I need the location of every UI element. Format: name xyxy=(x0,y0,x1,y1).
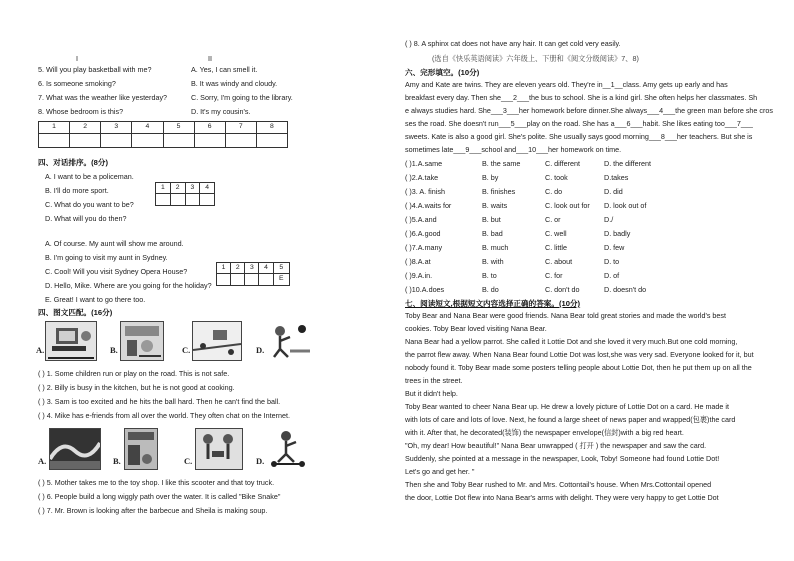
road-illustration xyxy=(193,322,241,360)
dialog2-line-a: A. Of course. My aunt will show me around. xyxy=(45,239,184,248)
dialog2-line-c: C. Cool! Will you visit Sydney Opera House? xyxy=(45,267,188,276)
reading-line-2: cookies. Toby Bear loved visiting Nana Bear. xyxy=(405,324,547,333)
option-d: D. to xyxy=(604,257,620,266)
pic-item-6: ( ) 6. People build a long wiggly path over the water. It is called "Bike Snake" xyxy=(38,492,281,501)
grid-cell: 2 xyxy=(70,122,101,134)
option-a: ( )8.A.at xyxy=(405,257,431,266)
option-d: D. of xyxy=(604,271,620,280)
option-d: D. did xyxy=(604,187,623,196)
option-a: ( )4.A.waits for xyxy=(405,201,452,210)
section-4-title: 四、对话排序。(8分) xyxy=(38,158,109,167)
pic-item-7: ( ) 7. Mr. Brown is looking after the barbecue and Sheila is making soup. xyxy=(38,506,268,515)
answer-cell[interactable] xyxy=(170,194,185,206)
reading-line-11: "Oh, my dear! How beautiful!" Nana Bear unwrapped ( 打开 ) the newspaper and saw the card. xyxy=(405,441,707,450)
section-6-title: 六、完形填空。(10分) xyxy=(405,68,480,77)
answer-cell[interactable] xyxy=(225,134,256,148)
match-answer-b: B. It was windy and cloudy. xyxy=(191,79,278,88)
grid-cell: 7 xyxy=(225,122,256,134)
option-b: B. with xyxy=(482,257,504,266)
answer-cell[interactable] xyxy=(156,194,171,206)
dialog2-line-b: B. I'm going to visit my aunt in Sydney. xyxy=(45,253,168,262)
answer-cell[interactable] xyxy=(200,194,215,206)
dialog2-line-d: D. Hello, Mike. Where are you going for the holiday? xyxy=(45,281,212,290)
option-a: ( )1.A.same xyxy=(405,159,443,168)
option-c: C. well xyxy=(545,229,567,238)
option-b: B. to xyxy=(482,271,497,280)
grid-cell: 3 xyxy=(101,122,132,134)
pic-item-4: ( ) 4. Mike has e-friends from all over the world. They often chat on the Internet. xyxy=(38,411,290,420)
cloze-line-6: sometimes late___9___school and___10___her homework on time. xyxy=(405,145,622,154)
reading-line-1: Toby Bear and Nana Bear were good friends. Nana Bear told great stories and made the world's best xyxy=(405,311,727,320)
option-c: C. different xyxy=(545,159,581,168)
reading-line-6: trees in the street. xyxy=(405,376,463,385)
answer-cell[interactable] xyxy=(245,274,259,286)
answer-cell[interactable] xyxy=(185,194,200,206)
pic-item-1: ( ) 1. Some children run or play on the road. This is not safe. xyxy=(38,369,230,378)
option-d: D. look out of xyxy=(604,201,647,210)
pic-label-b2: B. xyxy=(113,456,121,466)
pic-label-b: B. xyxy=(110,345,118,355)
option-d: D. few xyxy=(604,243,625,252)
option-a: ( )2.A.take xyxy=(405,173,439,182)
picture-a-computer xyxy=(45,321,97,361)
match-answer-a: A. Yes, I can smell it. xyxy=(191,65,258,74)
answer-cell[interactable] xyxy=(70,134,101,148)
reading-line-8: Toby Bear wanted to cheer Nana Bear up. He drew a lovely picture of Lottie Dot on a card. He made it xyxy=(405,402,730,411)
answer-cell[interactable] xyxy=(39,134,70,148)
cloze-line-4: ses the road. She doesn't run___5___play on the road. She has a___6___habit. She likes eating too___7___ xyxy=(405,119,753,128)
answer-cell[interactable]: E xyxy=(273,274,289,286)
cloze-line-5: sweets. Kate is also a good girl. She's polite. She usually says good morning___8___her teachers. But she is xyxy=(405,132,753,141)
option-d: D. badly xyxy=(604,229,631,238)
option-d: D.takes xyxy=(604,173,629,182)
picture-d-ball xyxy=(266,321,312,359)
option-c: C. look out for xyxy=(545,201,590,210)
cloze-line-3: e always studies hard. She___3___her homework before dinner.She always___4___the green man before she cros xyxy=(405,106,773,115)
option-a: ( )10.A.does xyxy=(405,285,445,294)
pic-label-c2: C. xyxy=(184,456,193,466)
reading-line-13: Let's go and get her. " xyxy=(405,467,475,476)
cloze-line-2: breakfast every day. Then she___2___the bus to school. She is a kind girl. She often helps her classmates. Sh xyxy=(405,93,758,102)
grid-cell: 3 xyxy=(245,263,259,274)
col-header-2: II xyxy=(208,54,212,63)
picture-c-barbecue xyxy=(195,428,243,470)
match-question-5: 5. Will you play basketball with me? xyxy=(38,65,152,74)
option-c: C. took xyxy=(545,173,568,182)
option-a: ( )6.A.good xyxy=(405,229,441,238)
reading-line-12: Suddenly, she pointed at a message in the newspaper, Look, Toby! Someone had found Lottie Dot! xyxy=(405,454,720,463)
option-b: B. by xyxy=(482,173,499,182)
grid-cell: 1 xyxy=(217,263,231,274)
section-5-title: 四、图文匹配。(16分) xyxy=(38,308,113,317)
picture-d-scooter xyxy=(266,428,310,468)
col-header-1: I xyxy=(76,54,78,63)
option-a: ( )9.A.in. xyxy=(405,271,433,280)
option-c: C. don't do xyxy=(545,285,580,294)
pic-label-a: A. xyxy=(36,345,45,355)
grid-cell: 4 xyxy=(132,122,163,134)
answer-cell[interactable] xyxy=(163,134,194,148)
computer-illustration xyxy=(46,322,96,360)
pic-item-2: ( ) 2. Billy is busy in the kitchen, but he is not good at cooking. xyxy=(38,383,235,392)
scooter-illustration xyxy=(266,428,310,468)
dialog1-answer-grid xyxy=(155,182,215,206)
grid-cell: 4 xyxy=(200,183,215,194)
grid-cell: 2 xyxy=(231,263,245,274)
grid-cell: 8 xyxy=(256,122,287,134)
pic-label-c: C. xyxy=(182,345,191,355)
grid-cell: 1 xyxy=(39,122,70,134)
option-b: B. the same xyxy=(482,159,521,168)
match-question-6: 6. Is someone smoking? xyxy=(38,79,116,88)
answer-cell[interactable] xyxy=(231,274,245,286)
match-question-8: 8. Whose bedroom is this? xyxy=(38,107,124,116)
option-d: D./ xyxy=(604,215,614,224)
option-b: B. bad xyxy=(482,229,503,238)
grid-cell: 1 xyxy=(156,183,171,194)
grid-cell: 6 xyxy=(194,122,225,134)
reading-line-5: nobody found it. Toby Bear made some posters telling people about Lottie Dot, then he put them up on all the xyxy=(405,363,752,372)
option-c: C. little xyxy=(545,243,567,252)
option-d: D. doesn't do xyxy=(604,285,647,294)
answer-cell[interactable] xyxy=(132,134,163,148)
reading-line-3: Nana Bear had a yellow parrot. She called it Lottie Dot and she loved it very much.But one cold morning, xyxy=(405,337,738,346)
dialog2-line-e: E. Great! I want to go there too. xyxy=(45,295,146,304)
dialog1-line-d: D. What will you do then? xyxy=(45,214,127,223)
dialog2-answer-grid xyxy=(216,262,290,286)
grid-cell: 5 xyxy=(163,122,194,134)
match-question-7: 7. What was the weather like yesterday? xyxy=(38,93,168,102)
reading-line-15: the door, Lottie Dot flew into Nana Bear's arms with delight. They were very happy to get Lottie Dot xyxy=(405,493,719,502)
ball-game-illustration xyxy=(266,321,312,359)
answer-cell[interactable] xyxy=(259,274,273,286)
option-a: ( )3. A. finish xyxy=(405,187,445,196)
option-b: B. do xyxy=(482,285,499,294)
source-note: (选自《快乐英语阅读》六年级上、下册和《阅文分级阅读》7、8) xyxy=(432,54,639,63)
option-c: C. for xyxy=(545,271,563,280)
option-a: ( )5.A.and xyxy=(405,215,437,224)
option-b: B. waits xyxy=(482,201,508,210)
option-c: C. or xyxy=(545,215,561,224)
option-b: B. finishes xyxy=(482,187,516,196)
reading-line-9: with lots of care and lots of love. Next, he found a large sheet of news paper and wrapped(包裹)the card xyxy=(405,415,736,424)
picture-a-snake-path xyxy=(49,428,101,470)
option-d: D. the different xyxy=(604,159,652,168)
picture-c-road xyxy=(192,321,242,361)
picture-b-toy-shop xyxy=(124,428,158,470)
bike-snake-illustration xyxy=(50,429,100,469)
match-answer-d: D. It's my cousin's. xyxy=(191,107,251,116)
reading-line-10: with it. After that, he decorated(装饰) the newspaper envelope(信封)with a big red heart. xyxy=(405,428,684,437)
match-answer-c: C. Sorry, I'm going to the library. xyxy=(191,93,293,102)
pic-label-a2: A. xyxy=(38,456,47,466)
match-answer-grid xyxy=(38,121,288,148)
reading-line-7: But it didn't help. xyxy=(405,389,458,398)
answer-cell[interactable] xyxy=(217,274,231,286)
pic-label-d: D. xyxy=(256,345,265,355)
reading-line-14: Then she and Toby Bear rushed to Mr. and Mrs. Cottontail's house. When Mrs.Cottontail opened xyxy=(405,480,712,489)
grid-cell: 5 xyxy=(273,263,289,274)
grid-cell: 4 xyxy=(259,263,273,274)
kitchen-illustration xyxy=(121,322,163,360)
dialog1-line-b: B. I'll do more sport. xyxy=(45,186,109,195)
answer-cell[interactable] xyxy=(194,134,225,148)
picture-b-kitchen xyxy=(120,321,164,361)
pic-item-5: ( ) 5. Mother takes me to the toy shop. I like this scooter and that toy truck. xyxy=(38,478,275,487)
answer-cell[interactable] xyxy=(256,134,287,148)
toy-shop-illustration xyxy=(125,429,157,469)
pic-item-3: ( ) 3. Sam is too excited and he hits the ball hard. Then he can't find the ball. xyxy=(38,397,281,406)
dialog1-line-a: A. I want to be a policeman. xyxy=(45,172,134,181)
reading-line-4: the parrot flew away. When Nana Bear found Lottie Dot was lost,she was very sad. Everyone looked for it, but xyxy=(405,350,754,359)
dialog1-line-c: C. What do you want to be? xyxy=(45,200,134,209)
option-b: B. but xyxy=(482,215,501,224)
cloze-line-1: Amy and Kate are twins. They are eleven years old. They're in__1__class. Amy gets up early and has xyxy=(405,80,728,89)
pic-label-d2: D. xyxy=(256,456,265,466)
option-b: B. much xyxy=(482,243,509,252)
grid-cell: 3 xyxy=(185,183,200,194)
section-7-title: 七、阅读短文,根据短文内容选择正确的答案。(10分) xyxy=(405,299,581,308)
grid-cell: 2 xyxy=(170,183,185,194)
barbecue-illustration xyxy=(196,429,242,469)
answer-cell[interactable] xyxy=(101,134,132,148)
option-c: C. do xyxy=(545,187,563,196)
option-a: ( )7.A.many xyxy=(405,243,443,252)
option-c: C. about xyxy=(545,257,573,266)
reading-q8: ( ) 8. A sphinx cat does not have any hair. It can get cold very easily. xyxy=(405,39,621,48)
